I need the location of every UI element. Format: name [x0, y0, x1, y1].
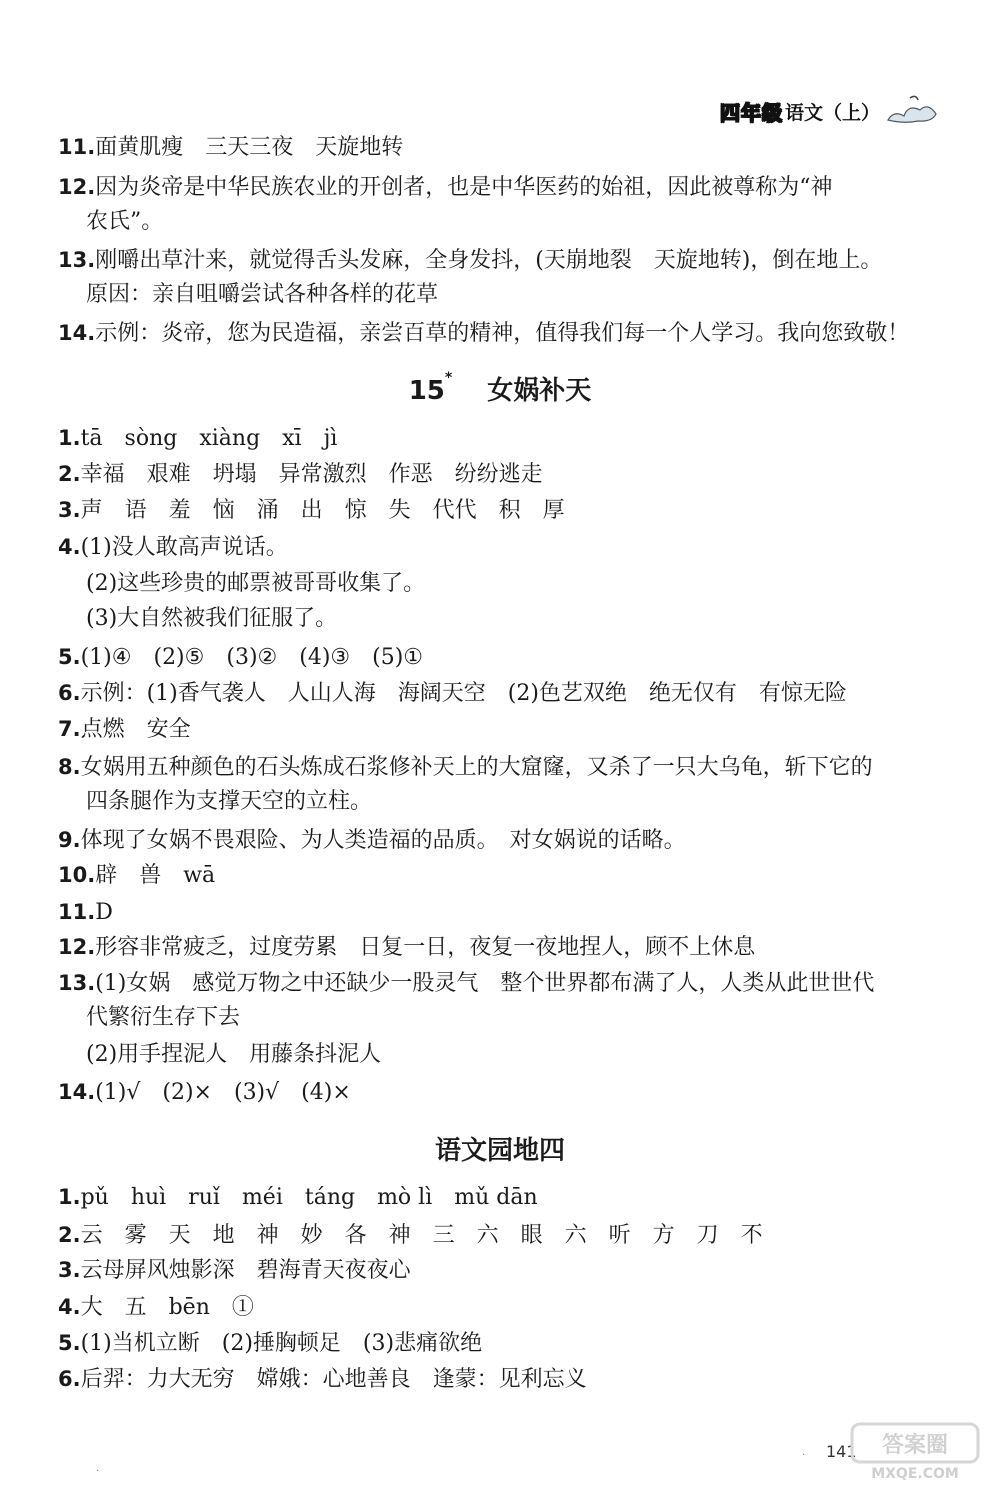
answer-text: 四条腿作为支撑天空的立柱。	[86, 789, 373, 814]
answer-line	[58, 1328, 482, 1359]
answer-text: 代繁衍生存下去	[86, 1005, 241, 1030]
answer-number: 6.	[58, 681, 81, 705]
answer-number: 13.	[58, 248, 96, 272]
answer-number: 2.	[58, 1223, 81, 1247]
answer-text: (1)女娲 感觉万物之中还缺少一股灵气 整个世界都布满了人，人类从此世世代	[95, 971, 875, 996]
page-number: 141	[826, 1442, 857, 1461]
answer-line	[86, 569, 425, 599]
answer-text: 刚嚼出草汁来，就觉得舌头发麻，全身发抖，(天崩地裂 天旋地转)，倒在地上。	[95, 248, 883, 273]
watermark-logo	[850, 1420, 980, 1484]
answer-text: 形容非常疲乏，过度劳累 日复一日，夜复一夜地捏人，顾不上休息	[95, 935, 756, 960]
answer-text: tā sòng xiàng xī jì	[80, 426, 338, 451]
answer-text: 示例：(1)香气袭人 人山人海 海阔天空 (2)色艺双绝 绝无仅有 有惊无险	[80, 681, 847, 706]
page-header	[720, 92, 940, 130]
answer-line	[58, 968, 874, 999]
answer-number: 13.	[58, 971, 96, 995]
answer-text: (1)没人敢高声说话。	[80, 535, 288, 560]
star-mark: *	[444, 370, 453, 386]
answer-number: 10.	[58, 863, 96, 887]
header-subject: 语文（上）	[784, 101, 880, 124]
answer-number: 4.	[58, 535, 81, 559]
answer-text: (2)这些珍贵的邮票被哥哥收集了。	[86, 571, 426, 596]
answer-number: 11.	[58, 900, 96, 924]
answer-text: (3)大自然被我们征服了。	[86, 606, 338, 631]
answer-number: 12.	[58, 935, 96, 959]
answer-number: 14.	[58, 321, 96, 345]
section-15-number: 15	[408, 376, 445, 406]
answer-line	[86, 207, 163, 237]
answer-text: 辟 兽 wā	[95, 863, 216, 888]
answer-text: 后羿：力大无穷 嫦娥：心地善良 逢蒙：见利忘义	[80, 1367, 587, 1392]
answer-line	[58, 678, 847, 709]
header-grade: 四年级	[719, 100, 783, 125]
answer-line	[58, 1364, 587, 1395]
answer-text: 面黄肌瘦 三天三夜 天旋地转	[95, 135, 404, 160]
answer-line	[58, 825, 686, 856]
section-15-name: 女娲补天	[487, 376, 592, 406]
answer-line	[58, 714, 191, 745]
answer-line	[86, 787, 372, 817]
answer-number: 7.	[58, 717, 81, 741]
answer-text: 云 雾 天 地 神 妙 各 神 三 六 眼 六 听 方 刀 不	[80, 1223, 763, 1248]
answer-line	[58, 642, 423, 673]
cloud-decoration-icon	[884, 92, 940, 130]
speck: ·	[96, 1466, 100, 1477]
answer-line	[86, 280, 438, 310]
answer-line	[58, 1077, 351, 1108]
section-15-title	[0, 370, 1000, 407]
answer-text: 体现了女娲不畏艰险、为人类造福的品质。 对女娲说的话略。	[80, 828, 686, 853]
answer-line	[58, 459, 543, 490]
answer-number: 3.	[58, 498, 81, 522]
answer-number: 1.	[58, 426, 81, 450]
answer-line	[58, 860, 215, 891]
answer-text: 点燃 安全	[80, 717, 191, 742]
answer-line	[58, 752, 873, 783]
answer-text: (2)用手捏泥人 用藤条抖泥人	[86, 1042, 382, 1067]
answer-text: pǔ huì ruǐ méi táng mò lì mǔ dān	[80, 1185, 538, 1210]
answer-number: 11.	[58, 135, 96, 159]
answer-text: 声 语 羞 恼 涌 出 惊 失 代代 积 厚	[80, 498, 565, 523]
answer-number: 6.	[58, 1367, 81, 1391]
answer-number: 8.	[58, 755, 81, 779]
answer-line	[58, 932, 755, 963]
answer-line	[86, 1040, 381, 1070]
answer-line	[58, 1220, 763, 1251]
answer-line	[58, 1292, 254, 1323]
section-garden-title: 语文园地四	[434, 1136, 565, 1166]
answer-number: 1.	[58, 1185, 81, 1209]
answer-number: 3.	[58, 1258, 81, 1282]
answer-line	[58, 495, 565, 526]
answer-number: 14.	[58, 1080, 96, 1104]
answer-number: 12.	[58, 175, 96, 199]
answer-line	[86, 604, 337, 634]
answer-line	[58, 423, 337, 454]
answer-text: 示例：炎帝，您为民造福，亲尝百草的精神，值得我们每一个人学习。我向您致敬！	[95, 321, 910, 346]
answer-text: (1)√ (2)× (3)√ (4)×	[95, 1080, 351, 1105]
answer-number: 5.	[58, 1331, 81, 1355]
answer-text: 大 五 bēn ①	[80, 1295, 254, 1320]
answer-text: 女娲用五种颜色的石头炼成石浆修补天上的大窟窿，又杀了一只大乌龟，斩下它的	[80, 755, 873, 780]
answer-number: 2.	[58, 462, 81, 486]
answer-number: 4.	[58, 1295, 81, 1319]
answer-line	[58, 132, 403, 163]
svg-text:MXQE.COM: MXQE.COM	[871, 1466, 959, 1482]
answer-number: 9.	[58, 828, 81, 852]
answer-line	[58, 172, 832, 203]
svg-text:答案圈: 答案圈	[881, 1433, 949, 1458]
answer-line	[58, 245, 882, 276]
speck: ·	[802, 1450, 806, 1461]
answer-text: 原因：亲自咀嚼尝试各种各样的花草	[86, 282, 439, 307]
answer-text: 农氏”。	[86, 209, 164, 234]
answer-line	[58, 318, 909, 349]
answer-line	[58, 1255, 411, 1286]
answer-text: 因为炎帝是中华民族农业的开创者，也是中华医药的始祖，因此被尊称为“神	[95, 175, 833, 200]
answer-line	[58, 1182, 538, 1213]
answer-text: 幸福 艰难 坍塌 异常激烈 作恶 纷纷逃走	[80, 462, 543, 487]
answer-line	[58, 897, 113, 928]
answer-line	[58, 532, 288, 563]
answer-number: 5.	[58, 645, 81, 669]
answer-text: 云母屏风烛影深 碧海青天夜夜心	[80, 1258, 411, 1283]
answer-line	[86, 1003, 240, 1033]
answer-text: D	[95, 900, 113, 925]
answer-text: (1)当机立断 (2)捶胸顿足 (3)悲痛欲绝	[80, 1331, 483, 1356]
answer-text: (1)④ (2)⑤ (3)② (4)③ (5)①	[80, 645, 424, 670]
